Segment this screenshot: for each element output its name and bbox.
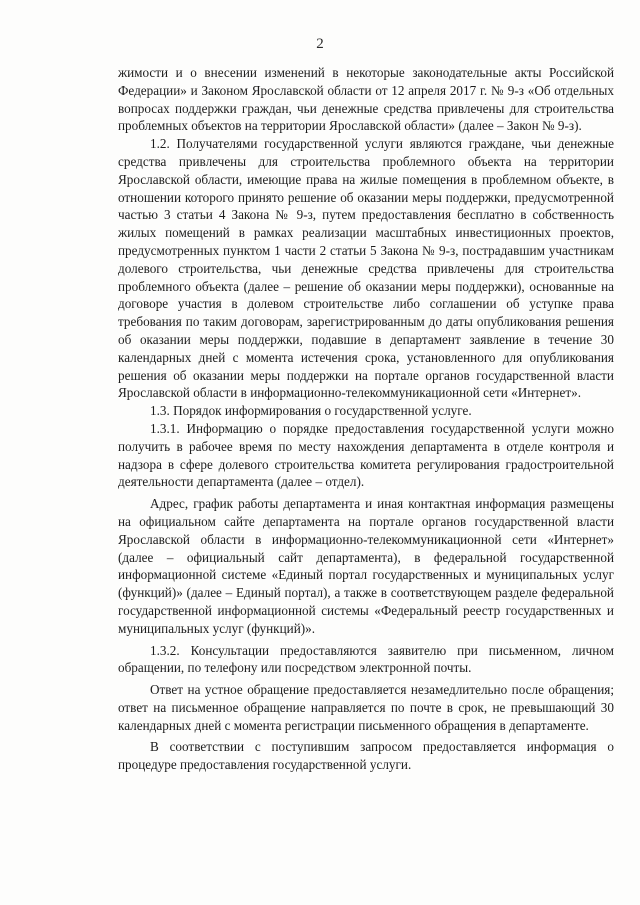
paragraph-1-3-1: 1.3.1. Информацию о порядке предоставления государственной услуги можно получить в рабочее время по месту нахождения департамента в отделе контроля и надзора в сфере долевого строительства комитета регулирования градостроительной деятельности департамента (далее – отдел). <box>118 420 614 490</box>
paragraph-1-3-2: 1.3.2. Консультации предоставляются заявителю при письменном, личном обращении, по телефону или посредством электронной почты. <box>118 642 614 676</box>
paragraph-request-info: В соответствии с поступившим запросом предоставляется информация о процедуре предоставления государственной услуги. <box>118 739 614 773</box>
paragraph-continuation: жимости и о внесении изменений в некоторые законодательные акты Российской Федерации» и Законом Ярославской области от 12 апреля 2017 г. № 9-з «Об отдельных вопросах поддержки граждан, чьи денежные средства привлечены для строительства проблемных объектов на территории Ярославской области» (далее – Закон № 9-з). <box>118 65 614 134</box>
paragraph-response: Ответ на устное обращение предоставляется незамедлительно после обращения; ответ на письменное обращение направляется по почте в срок, не превышающий 30 календарных дней с момента регистрации письменного обращения в департаменте. <box>118 682 614 733</box>
page-number: 2 <box>316 36 324 52</box>
paragraph-1-2: 1.2. Получателями государственной услуги являются граждане, чьи денежные средства привлечены для строительства проблемного объекта на территории Ярославской области, имеющие права на жилые помещения в проблемном объекте, в отношении которого принято решение об оказании меры поддержки, предусмотренной частью 3 статьи 4 Закона № 9-з, путем предоставления бесплатно в собственность жилых помещений в рамках реализации масштабных инвестиционных проектов, предусмотренных пунктом 1 части 2 статьи 5 Закона № 9-з, пострадавшим участникам долевого строительства, чьи денежные средства привлечены для строительства проблемного объекта (далее – решение об оказании меры поддержки), основанные на договоре участия в долевом строительстве либо соглашении об уступке права требования по таким договорам, зарегистрированным до даты опубликования решения об оказании меры поддержки, подавшие в департамент заявление в течение 30 календарных дней с момента истечения срока, установленного для опубликования решения об оказании меры поддержки на портале органов государственной власти Ярославской области в информационно-телекоммуникационной сети «Интернет». <box>118 136 614 401</box>
paragraph-address: Адрес, график работы департамента и иная контактная информация размещены на официальном сайте департамента на портале органов государственной власти Ярославской области в информационно-телекоммуникационной сети «Интернет» (далее – официальный сайт департамента), в федеральной государственной информационной системе «Единый портал государственных и муниципальных услуг (функций)» (далее – Единый портал), а также в соответствующем разделе федеральной государственной информационной системы «Федеральный реестр государственных и муниципальных услуг (функций)». <box>118 496 614 636</box>
paragraph-1-3: 1.3. Порядок информирования о государственной услуге. <box>150 403 472 419</box>
body-text <box>118 64 614 774</box>
